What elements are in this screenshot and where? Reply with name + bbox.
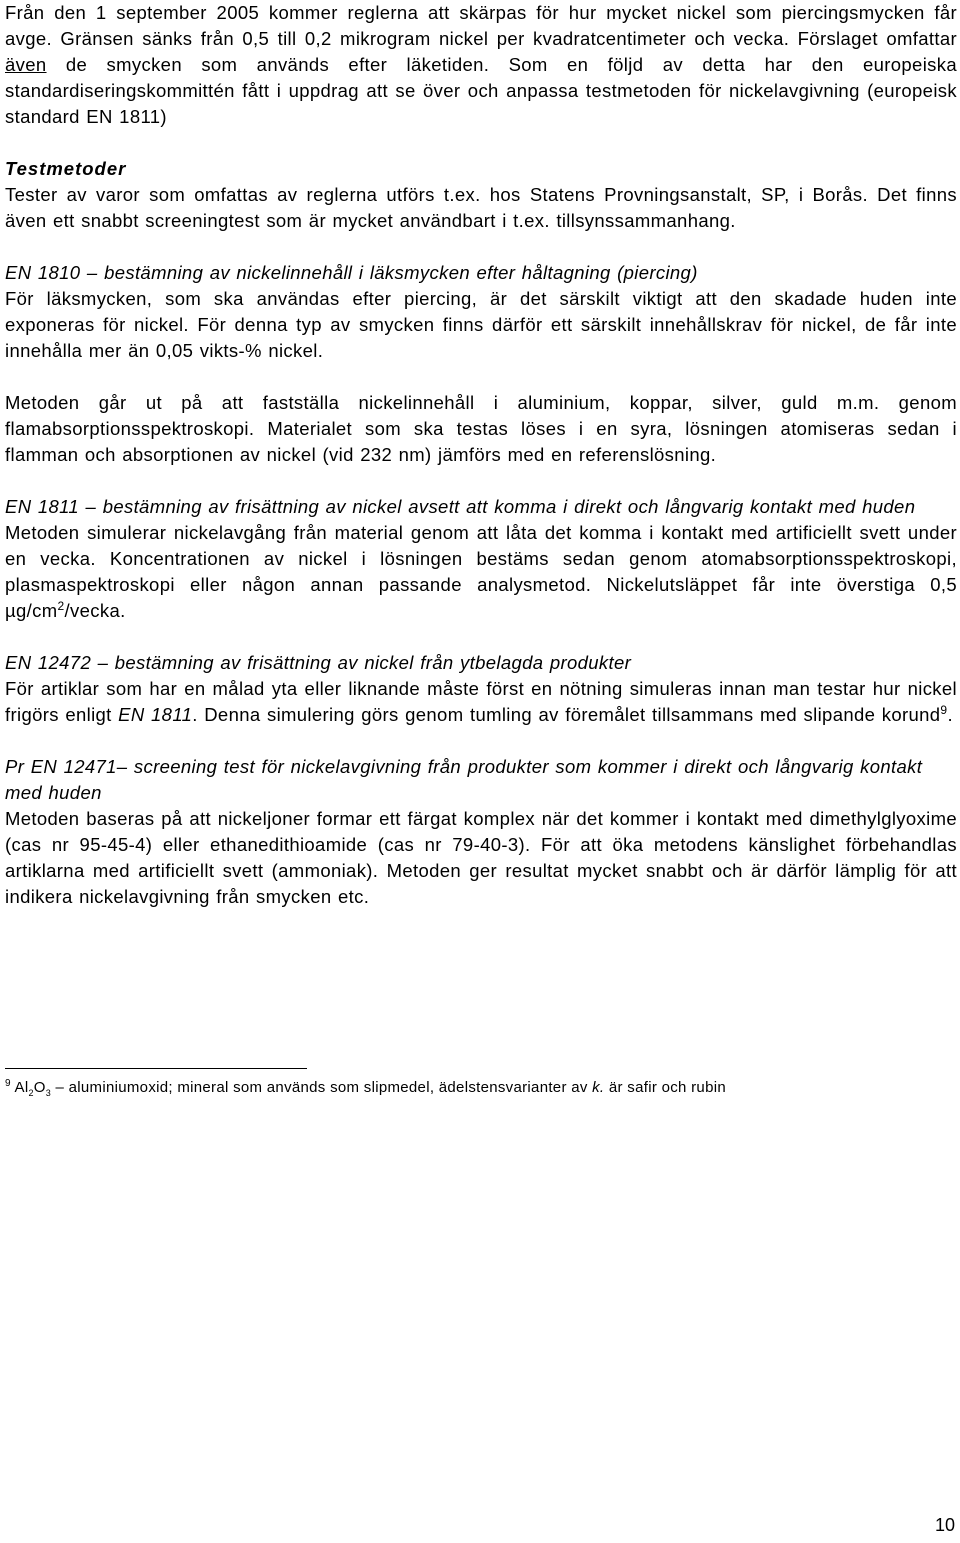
pren12471-paragraph: Metoden baseras på att nickeljoner formar ett färgat komplex när det kommer i kontakt med dimethylglyoxime (cas nr 95-45-4) eller ethanedithioamide (cas nr 79-40-3). För att öka metodens känslighet förbehandlas artiklarna med artificiellt svett (ammoniak). Metoden ger resultat mycket snabbt och är därför lämplig för att indikera nickelavgivning från smycken etc. — [5, 808, 957, 907]
document-page — [5, 0, 957, 910]
footnote-subscript-2: 2 — [28, 1088, 34, 1098]
intro-paragraph — [5, 0, 957, 130]
footnote-text-end: är safir och rubin — [604, 1079, 726, 1096]
footnote — [5, 1078, 945, 1098]
testmetoder-heading: Testmetoder — [5, 158, 127, 179]
en12472-paragraph — [5, 676, 957, 728]
page-number: 10 — [934, 1515, 955, 1535]
en12472-title: EN 12472 – bestämning av frisättning av nickel från ytbelagda produkter — [5, 652, 632, 673]
en1811-paragraph — [5, 520, 957, 624]
en12472-reference: EN 1811 — [118, 704, 193, 725]
footnote-italic: k. — [592, 1079, 605, 1096]
en1810-paragraph-1: För läksmycken, som ska användas efter piercing, är det särskilt viktigt att den skadade huden inte exponeras för nickel. För denna typ av smycken finns därför ett särskilt innehållskrav för nickel, de får inte innehålla mer än 0,05 vikts-% nickel. — [5, 288, 957, 361]
en1810-paragraph-2: Metoden går ut på att fastställa nickelinnehåll i aluminium, koppar, silver, guld m.m. genom flamabsorptionsspektroskopi. Materialet som ska testas löses i en syra, lösningen atomiseras sedan i flamman och absorptionen av nickel (vid 232 nm) jämförs med en referenslösning. — [5, 392, 957, 465]
en12472-text-1: För artiklar som har en målad yta eller liknande måste först en nötning simuleras innan man testar hur nickel frigörs enligt — [5, 678, 957, 725]
en1811-superscript: 2 — [57, 598, 65, 613]
en12472-text-2: . Denna simulering görs genom tumling av föremålet tillsammans med slipande korund — [192, 704, 941, 725]
testmetoder-paragraph: Tester av varor som omfattas av reglerna utförs t.ex. hos Statens Provningsanstalt, SP, i Borås. Det finns även ett snabbt screeningtest som är mycket användbart i t.ex. tillsynssammanhang. — [5, 184, 957, 231]
footnote-formula-al: Al — [14, 1079, 29, 1096]
footnote-reference[interactable]: 9 — [940, 702, 948, 717]
footnote-subscript-3: 3 — [45, 1088, 52, 1098]
intro-text-2: de smycken som används efter läketiden. Som en följd av detta har den europeiska standardiseringskommittén fått i uppdrag att se över och anpassa testmetoden för nickelavgivning (europeisk standard EN 1811) — [5, 54, 957, 127]
footnote-marker: 9 — [5, 1078, 11, 1089]
en1811-title: EN 1811 – bestämning av frisättning av nickel avsett att komma i direkt och långvarig kontakt med huden — [5, 496, 916, 517]
en1810-title: EN 1810 – bestämning av nickelinnehåll i läksmycken efter håltagning (piercing) — [5, 262, 698, 283]
en1811-text: Metoden simulerar nickelavgång från material genom att låta det komma i kontakt med artificiellt svett under en vecka. Koncentrationen av nickel i lösningen bestäms sedan genom atomabsorptionsspektroskopi, plasmaspektroskopi eller någon annan passande analysmetod. Nickelutsläppet får inte överstiga 0,5 µg/cm — [5, 522, 957, 621]
pren12471-title: Pr EN 12471– screening test för nickelavgivning från produkter som kommer i direkt och långvarig kontakt med huden — [5, 756, 923, 803]
en12472-text-end: . — [947, 704, 953, 725]
intro-text-1: Från den 1 september 2005 kommer reglerna att skärpas för hur mycket nickel som piercingsmycken får avge. Gränsen sänks från 0,5 till 0,2 mikrogram nickel per kvadratcentimeter och vecka. Förslaget omfattar — [5, 2, 957, 49]
footnote-separator — [5, 1068, 307, 1069]
footnote-formula-o: O — [33, 1079, 46, 1096]
intro-underlined-word: även — [5, 54, 47, 75]
en1811-text-end: /vecka. — [64, 600, 126, 621]
footnote-text: – aluminiumoxid; mineral som används som slipmedel, ädelstensvarianter av — [51, 1079, 593, 1096]
